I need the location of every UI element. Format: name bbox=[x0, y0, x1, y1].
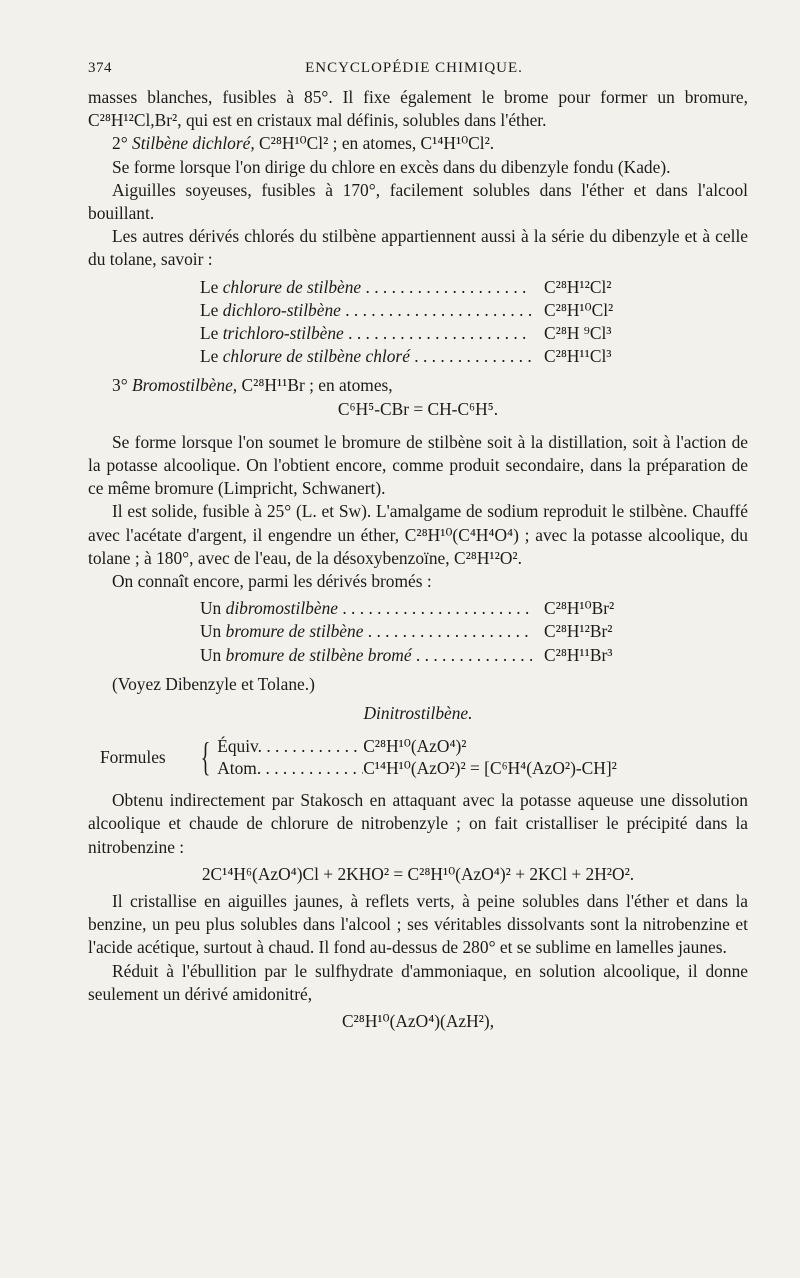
list-item bbox=[88, 644, 748, 667]
list-article: Le bbox=[200, 276, 219, 297]
page-number: 374 bbox=[88, 60, 112, 76]
list-compound: dichloro-stilbène bbox=[222, 299, 341, 320]
compound-formula-text: C²⁸H¹⁰Cl² ; en atomes, C¹⁴H¹⁰Cl². bbox=[254, 133, 495, 154]
list-article: Un bbox=[200, 644, 222, 665]
paragraph: Réduit à l'ébullition par le sulfhydrate d'ammoniaque, en solution alcoolique, il donne seulement un dérivé amidonitré, bbox=[88, 960, 748, 1004]
final-formula: C²⁸H¹⁰(AzO⁴)(AzH²), bbox=[341, 1011, 495, 1031]
list-formula: C²⁸H¹²Cl² bbox=[544, 276, 612, 297]
list-formula: C²⁸H ⁹Cl³ bbox=[544, 323, 612, 343]
running-header bbox=[88, 60, 740, 82]
compound-name: Stilbène dichloré, bbox=[132, 133, 255, 154]
list-item bbox=[88, 597, 748, 620]
list-article: Un bbox=[200, 621, 222, 642]
paragraph: (Voyez Dibenzyle et Tolane.) bbox=[112, 673, 315, 694]
list-compound: chlorure de stilbène bbox=[222, 276, 362, 297]
running-title: ENCYCLOPÉDIE CHIMIQUE. bbox=[305, 60, 523, 76]
paragraph: masses blanches, fusibles à 85°. Il fixe également le brome pour former un bromure, C²⁸H¹²Cl,Br², qui est en cristaux mal définis, solubles dans l'éther. bbox=[88, 87, 748, 131]
paragraph: Se forme lorsque l'on soumet le bromure de stilbène soit à la distillation, soit à l'action de la potasse alcoolique. On l'obtient encore, comme produit secondaire, dans la préparation de ce même bromure (Limpricht, Schwanert). bbox=[88, 431, 748, 499]
brace-symbol: { bbox=[200, 734, 211, 780]
item-number: 3° bbox=[112, 375, 128, 396]
item-number: 2° bbox=[112, 133, 128, 154]
list-compound: bromure de stilbène bbox=[225, 621, 364, 642]
paragraph: Obtenu indirectement par Stakosch en attaquant avec la potasse aqueuse une dissolution alcoolique et chaude de chlorure de nitrobenzyle ; on fait cristalliser le précipité dans la nitrobenzine : bbox=[88, 790, 748, 857]
compound-formula-text: C²⁸H¹¹Br ; en atomes, bbox=[237, 375, 393, 396]
page-body bbox=[88, 86, 748, 1037]
list-compound: trichloro-stilbène bbox=[222, 323, 344, 343]
paragraph: Les autres dérivés chlorés du stilbène appartiennent aussi à la série du dibenzyle et à celle du tolane, savoir : bbox=[88, 226, 748, 270]
list-article: Le bbox=[200, 346, 219, 367]
list-compound: chlorure de stilbène chloré bbox=[222, 346, 410, 367]
paragraph-stilbene-dichlore bbox=[88, 132, 748, 155]
list-item bbox=[88, 299, 748, 322]
list-formula: C²⁸H¹⁰Cl² bbox=[544, 299, 614, 320]
list-formula: C²⁸H¹⁰Br² bbox=[544, 598, 615, 619]
paragraph: Il est solide, fusible à 25° (L. et Sw). L'amalgame de sodium reproduit le stilbène. Chauffé avec l'acétate d'argent, il engendre un éther, C²⁸H¹⁰(C⁴H⁴O⁴) ; avec la potasse alcoolique, du tolane ; à 180°, avec de l'eau, de la désoxybenzoïne, C²⁸H¹²O². bbox=[88, 501, 748, 568]
section-title: Dinitrostilbène. bbox=[363, 702, 473, 723]
formula-row bbox=[217, 757, 748, 779]
list-item bbox=[88, 322, 748, 345]
formules-block bbox=[100, 735, 748, 779]
formules-label: Formules bbox=[100, 746, 166, 767]
bromo-derivatives-list bbox=[88, 597, 748, 667]
formula-row bbox=[217, 735, 748, 757]
paragraph: Aiguilles soyeuses, fusibles à 170°, facilement solubles dans l'éther et dans l'alcool bouillant. bbox=[88, 179, 748, 224]
formula-kind: Atom. . . . bbox=[217, 757, 363, 779]
paragraph-bromostilbene bbox=[88, 374, 748, 397]
structural-formula: C⁶H⁵-CBr = CH-C⁶H⁵. bbox=[337, 398, 499, 419]
list-item bbox=[88, 345, 748, 368]
compound-name: Bromostilbène, bbox=[132, 375, 238, 396]
paragraph: On connaît encore, parmi les dérivés bromés : bbox=[112, 571, 432, 591]
formula-value: C¹⁴H¹⁰(AzO²)² = [C⁶H⁴(AzO²)-CH]² bbox=[363, 758, 617, 779]
list-article: Un bbox=[200, 598, 222, 619]
formula-value: C²⁸H¹⁰(AzO⁴)² bbox=[363, 736, 467, 757]
list-formula: C²⁸H¹²Br² bbox=[544, 621, 613, 642]
list-article: Le bbox=[200, 323, 219, 343]
list-item bbox=[88, 276, 748, 299]
paragraph: Il cristallise en aiguilles jaunes, à reflets verts, à peine solubles dans l'éther et dans la benzine, un peu plus solubles dans l'alcool ; ses véritables dissolvants sont la nitrobenzine et l'acide acétique, surtout à chaud. Il fond au-dessus de 280° et se sublime en lamelles jaunes. bbox=[88, 890, 748, 958]
list-compound: bromure de stilbène bromé bbox=[225, 644, 412, 665]
list-compound: dibromostilbène bbox=[225, 598, 339, 619]
reaction-equation: 2C¹⁴H⁶(AzO⁴)Cl + 2KHO² = C²⁸H¹⁰(AzO⁴)² + 2KCl + 2H²O². bbox=[201, 863, 635, 884]
list-article: Le bbox=[200, 299, 219, 320]
paragraph: Se forme lorsque l'on dirige du chlore en excès dans du dibenzyle fondu (Kade). bbox=[112, 156, 671, 177]
chloro-derivatives-list bbox=[88, 276, 748, 369]
formula-kind: Équiv. . . . bbox=[217, 735, 363, 757]
list-item bbox=[88, 620, 748, 643]
list-formula: C²⁸H¹¹Br³ bbox=[544, 644, 613, 665]
list-formula: C²⁸H¹¹Cl³ bbox=[544, 346, 612, 367]
